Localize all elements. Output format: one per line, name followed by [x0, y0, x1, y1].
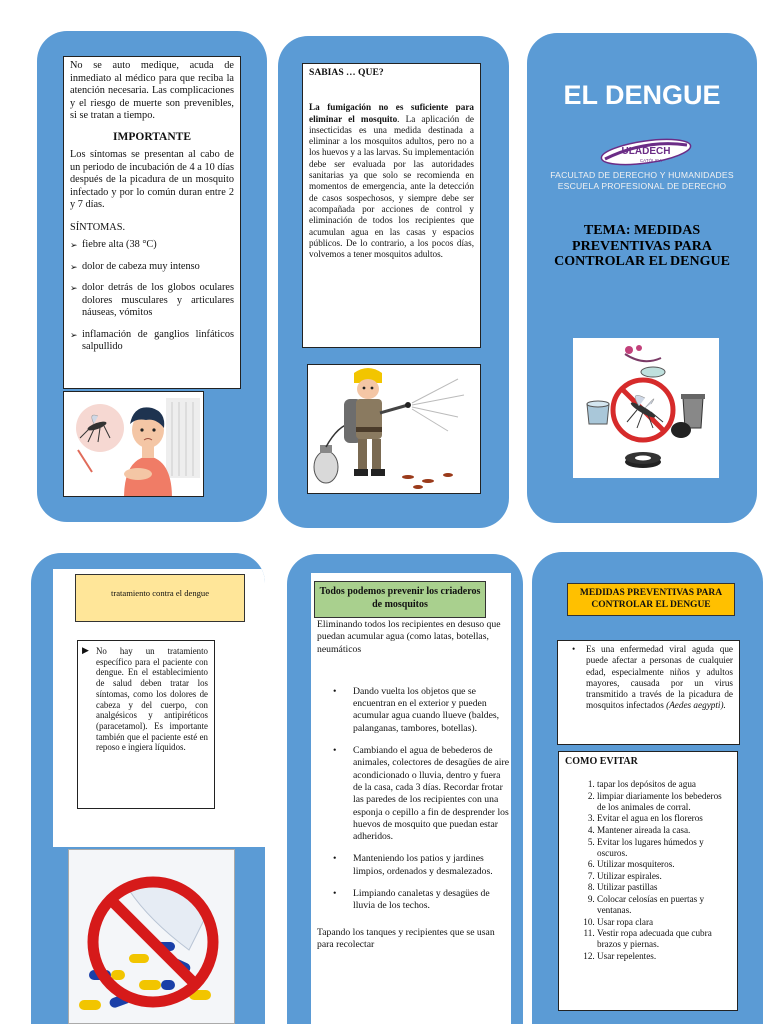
disease-definition: [586, 644, 733, 712]
treatment-textbox: [77, 640, 215, 809]
how-to-avoid-box: [558, 751, 738, 1011]
topic-title: TEMA: MEDIDAS PREVENTIVAS PARA CONTROLAR EL DENGUE: [554, 223, 730, 269]
definition-text: Es una enfermedad viral aguda que puede afectar a personas de cualquier edad, especialmente niños y adultos mayores, causada por un virus transmitido a través de la picadura de mosquitos infectados: [586, 644, 733, 711]
prevention-outro: Tapando los tanques y recipientes que se usan para recolectar: [317, 926, 495, 950]
symptom-item: ➢ fiebre alta (38 °C): [70, 239, 234, 252]
avoid-item: 12. Usar repelentes.: [597, 951, 731, 962]
incubation-text: Los síntomas se presentan al cabo de un periodo de incubación de 4 a 10 días después de la picadura de un mosquito infectado y por lo común duran entre 2 y 7 días.: [70, 149, 234, 210]
did-you-know-title: SABIAS … QUE?: [309, 67, 384, 78]
how-to-avoid-title: COMO EVITAR: [565, 756, 638, 767]
avoid-item: 10. Usar ropa clara: [597, 917, 731, 928]
prevention-item: • Cambiando el agua de bebederos de animales, colectores de desagües de aire acondicionado o lluvia, dentro y fuera de la casa, cada 3 días. Recordar frotar las paredes de los recipientes con una esponja o cepillo a fin de desprender los huevos de mosquito que puedan estar adheridos.: [321, 745, 509, 843]
panel-symptoms: [37, 31, 267, 522]
symptoms-textbox: [63, 56, 241, 389]
species-name: (Aedes aegypti).: [666, 700, 726, 711]
cover-title: EL DENGUE: [563, 80, 721, 110]
no-pills-icon: [68, 849, 235, 1024]
did-you-know-textbox: [302, 63, 481, 348]
avoid-item: 7. Utilizar espirales.: [597, 871, 731, 882]
important-heading: IMPORTANTE: [113, 130, 191, 143]
prevention-item: • Manteniendo los patios y jardines limpios, ordenados y desmalezados.: [321, 853, 509, 878]
panel-treatment: [31, 553, 265, 1024]
symptoms-heading: SÍNTOMAS.: [70, 221, 126, 233]
avoid-item: 2. limpiar diariamente los bebederos de los animales de corral.: [597, 791, 731, 813]
avoid-item: 11. Vestir ropa adecuada que cubra brazos y piernas.: [597, 928, 731, 950]
symptom-item: ➢ dolor detrás de los globos oculares dolores musculares y articulares náuseas, vómitos: [70, 282, 234, 320]
self-medication-warning: No se auto medique, acuda de inmediato al médico para que reciba la atención necesaria. Las complicaciones y el riesgo de muerte son prevenibles, si se tratan a tiempo.: [70, 60, 234, 121]
prevention-item: • Dando vuelta los objetos que se encuentran en el exterior y pueden acumular agua cuando llueve (baldes, palanganas, tambores, botellas).: [321, 686, 509, 735]
avoid-item: 3. Evitar el agua en los floreros: [597, 813, 731, 824]
panel-did-you-know: [278, 36, 509, 528]
fumigation-body: . La aplicación de insecticidas es una medida destinada a eliminar a los mosquitos adultos, pero no a los huevos y a las larvas. Su implementación debe ser evaluada por las autoridades sanitarias ya que solo se recomienda en momentos de emergencia, ante la detección de casos sospechosos, y siempre debe ser acompañada por acciones de control y eliminación de todos los recipientes que acumulan agua en las casas y espacios públicos. De lo contrario, a los pocos días, volvemos a tener mosquitos adultos.: [309, 113, 474, 260]
avoid-item: 9. Colocar celosías en puertas y ventanas.: [597, 894, 731, 916]
svg-text:ULADECH: ULADECH: [621, 146, 671, 157]
how-to-avoid-list: [565, 779, 731, 962]
prevention-item: • Limpiando canaletas y desagües de lluvia de los techos.: [321, 888, 509, 913]
prevention-body: [315, 617, 511, 1017]
prevention-list: [317, 686, 509, 913]
treatment-text: No hay un tratamiento específico para el paciente con dengue. En el establecimiento de salud deben tratar los síntomas, como los dolores de cabeza y del cuerpo, con analgésicos y antipiréticos (paracetamol). Es importante también que el paciente esté en reposo e ingiera líquidos.: [96, 646, 208, 753]
avoid-item: 8. Utilizar pastillas: [597, 882, 731, 893]
treatment-label: tratamiento contra el dengue: [75, 574, 245, 622]
arrow-bullet-icon: ▶: [82, 645, 89, 655]
bullet-icon: •: [572, 644, 576, 654]
avoid-item: 6. Utilizar mosquiteros.: [597, 859, 731, 870]
no-mosquito-icon: [573, 338, 719, 478]
svg-text:CATÓLICA: CATÓLICA: [639, 158, 663, 163]
school-name: ESCUELA PROFESIONAL DE DERECHO: [557, 181, 727, 191]
sick-person-mosquito-icon: [63, 391, 204, 497]
faculty-name: FACULTAD DE DERECHO Y HUMANIDADES: [550, 170, 734, 180]
fumigator-icon: [307, 364, 481, 494]
symptoms-list: [70, 239, 234, 354]
panel-cover: [527, 33, 757, 523]
prevention-intro: Eliminando todos los recipientes en desuso que puedan acumular agua (como latas, botellas, neumáticos: [317, 619, 501, 655]
avoid-item: 4. Mantener aireada la casa.: [597, 825, 731, 836]
symptom-item: ➢ inflamación de ganglios linfáticos salpullido: [70, 329, 234, 354]
prevention-header: Todos podemos prevenir los criaderos de mosquitos: [314, 581, 486, 618]
measures-header: MEDIDAS PREVENTIVAS PARA CONTROLAR EL DENGUE: [567, 583, 735, 616]
faculty-text: [527, 170, 757, 192]
fumigation-lead: La fumigación no es suficiente para eliminar el mosquito: [309, 102, 474, 124]
disease-definition-box: [557, 640, 740, 745]
panel-measures: [532, 552, 763, 1024]
panel-prevention: [287, 554, 523, 1024]
fumigation-text: [309, 102, 474, 260]
avoid-item: 1. tapar los depósitos de agua: [597, 779, 731, 790]
uladech-logo: [599, 137, 693, 167]
symptom-item: ➢ dolor de cabeza muy intenso: [70, 261, 234, 274]
avoid-item: 5. Evitar los lugares húmedos y oscuros.: [597, 837, 731, 859]
